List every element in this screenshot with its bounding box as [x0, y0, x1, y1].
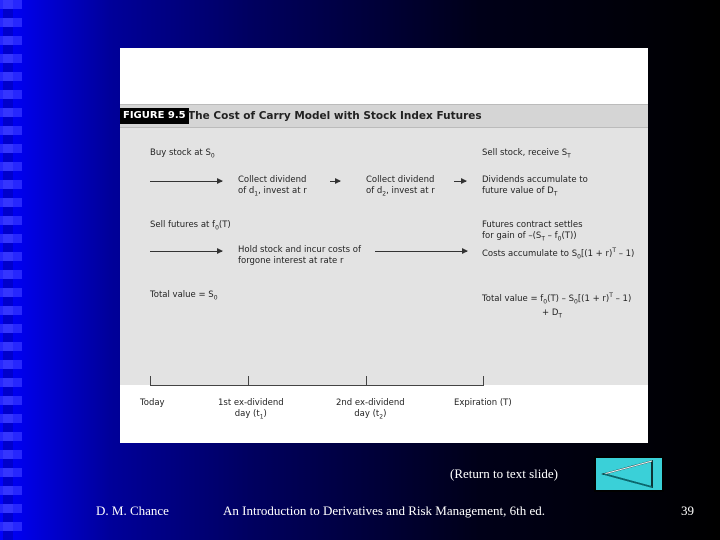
tick-first-exdiv: [248, 376, 249, 386]
timeline-today: Today: [140, 398, 165, 408]
footer-book-title: An Introduction to Derivatives and Risk Management, 6th ed.: [223, 503, 546, 518]
left-decorative-squares: [0, 0, 22, 540]
timeline-first-exdiv: 1st ex-dividend day $(t_1)$: [218, 398, 284, 421]
footer-page-number: 39: [681, 503, 694, 518]
dividends-accumulate-text: Dividends accumulate to future value of $D_T$: [482, 175, 588, 198]
arrow-1: [150, 181, 222, 182]
buy-stock-text: Buy stock at $S_0$: [150, 148, 215, 160]
collect-dividend-1-text: Collect dividend of $d_1$, invest at r: [238, 175, 307, 198]
sell-futures-text: Sell futures at $f_0(T)$: [150, 220, 231, 232]
tick-today: [150, 376, 151, 386]
arrow-5: [375, 251, 467, 252]
futures-settle-text: Futures contract settles for gain of $-(S_T - f_0(T))$: [482, 220, 583, 243]
tick-expiration: [483, 376, 484, 386]
figure-panel: [120, 48, 648, 443]
figure-diagram: [120, 128, 648, 421]
total-value-left-text: Total value = $S_0$: [150, 290, 218, 302]
hold-stock-text: Hold stock and incur costs of forgone interest at rate r: [238, 245, 361, 266]
timeline-expiration: Expiration (T): [454, 398, 512, 408]
figure-header: [120, 104, 648, 128]
figure-title: The Cost of Carry Model with Stock Index Futures: [188, 110, 482, 122]
total-value-right-text: Total value = $f_0(T) - S_0[(1 + r)^T - 1)$ + $D_T$: [482, 292, 632, 320]
tick-second-exdiv: [366, 376, 367, 386]
costs-accumulate-text: Costs accumulate to $S_0[(1 + r)^T - 1)$: [482, 247, 635, 261]
return-button[interactable]: [594, 456, 664, 492]
timeline-second-exdiv: 2nd ex-dividend day $(t_2)$: [336, 398, 405, 421]
sell-stock-text: Sell stock, receive $S_T$: [482, 148, 571, 160]
arrow-3: [454, 181, 466, 182]
footer-author: D. M. Chance: [96, 503, 169, 518]
figure-label: FIGURE 9.5: [120, 108, 189, 124]
return-link[interactable]: (Return to text slide): [450, 466, 558, 481]
timeline-axis: [150, 385, 484, 386]
arrow-2: [330, 181, 340, 182]
collect-dividend-2-text: Collect dividend of $d_2$, invest at r: [366, 175, 435, 198]
arrow-4: [150, 251, 222, 252]
back-triangle-icon: [596, 458, 662, 490]
